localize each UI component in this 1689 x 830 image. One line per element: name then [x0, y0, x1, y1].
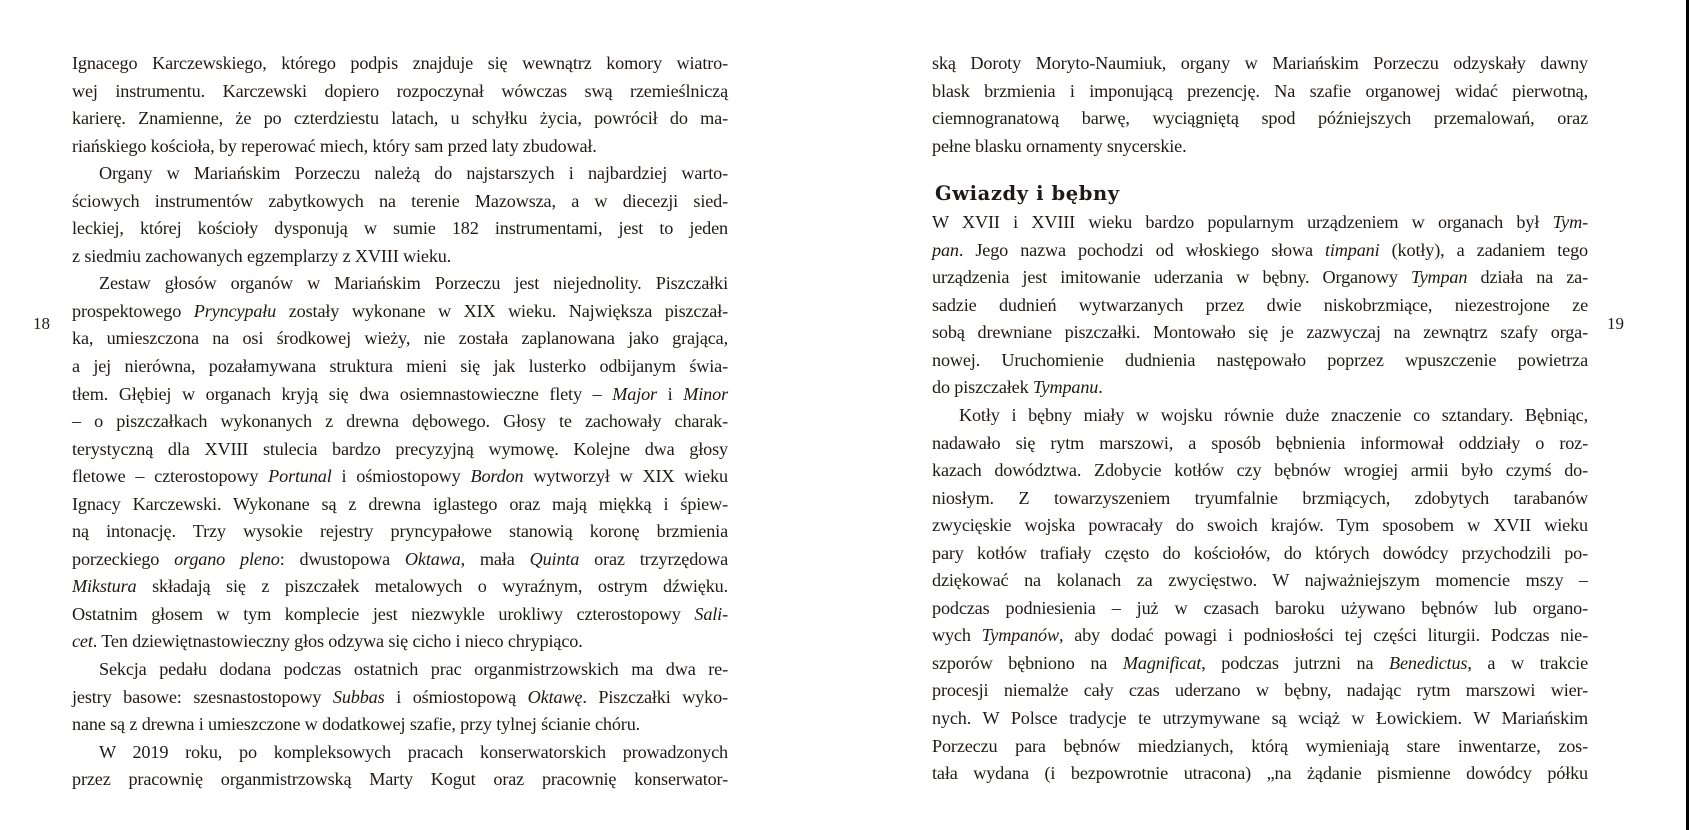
text-line: [932, 133, 1588, 161]
text-run: szporów bębniono na: [932, 652, 1123, 673]
italic-term: Minor: [683, 383, 729, 404]
text-run: i: [656, 383, 684, 404]
text-line: [72, 491, 728, 519]
text-line: [72, 628, 728, 656]
text-line: [72, 436, 728, 464]
text-line: [72, 325, 728, 353]
text-run: riańskiego kościoła, by reperować miech, który sam przed laty zbudował.: [72, 135, 597, 156]
text-run: nych. W Polsce tradycje te utrzymywane są wciąż w Łowickiem. W Mariańskim: [932, 708, 1588, 729]
text-run: i ośmiostopową: [384, 686, 528, 707]
text-run: . Piszczałki wyko-: [582, 686, 728, 707]
text-line: [932, 595, 1588, 623]
text-line: [932, 319, 1588, 347]
italic-term: organo pleno: [174, 548, 280, 569]
text-line: [932, 567, 1588, 595]
text-run: wych: [932, 625, 982, 646]
text-line: [932, 760, 1588, 788]
text-line: [932, 622, 1588, 650]
left-page-text: [72, 50, 728, 794]
text-line: [932, 512, 1588, 540]
text-run: przez pracownię organmistrzowską Marty Kogut oraz pracownię konserwator-: [72, 769, 728, 790]
text-line: [72, 463, 728, 491]
text-run: kazach dowództwa. Zdobycie kotłów czy bębnów wrogiej armii było czymś do-: [932, 460, 1588, 481]
text-run: . Ten dziewiętnastowieczny głos odzywa się cicho i nieco chrypiąco.: [92, 631, 583, 652]
text-line: [72, 160, 728, 188]
text-run: sadzie dudnień wytwarzanych przez dwie niskobrzmiące, niezestrojone ze: [932, 294, 1588, 315]
text-line: [72, 270, 728, 298]
text-run: , aby dodać powagi i podniosłości tej części liturgii. Podczas nie-: [1058, 625, 1588, 646]
text-line: [72, 766, 728, 794]
section-heading: Gwiazdy i bębny: [935, 182, 1120, 206]
text-run: nowej. Uruchomienie dudnienia następowało poprzez wpuszczenie powietrza: [932, 349, 1588, 370]
text-run: ka, umieszczona na osi środkowej wieży, nie została zaplanowana jako grająca,: [72, 328, 728, 349]
italic-term: cet: [72, 631, 93, 652]
text-run: Zestaw głosów organów w Mariańskim Porzeczu jest niejednolity. Piszczałki: [99, 273, 728, 294]
text-run: . Jego nazwa pochodzi od włoskiego słowa: [958, 239, 1325, 260]
text-run: wej instrumentu. Karczewski dopiero rozpoczynał wówczas swą rzemieślniczą: [72, 80, 728, 101]
text-line: [72, 684, 728, 712]
text-line: [932, 237, 1588, 265]
text-run: ściowych instrumentów zabytkowych na terenie Mazowsza, a w diecezji sied-: [72, 190, 728, 211]
text-run: Ignacego Karczewskiego, którego podpis znajduje się wewnątrz komory wiatro-: [72, 53, 728, 73]
text-line: [72, 381, 728, 409]
text-line: [72, 215, 728, 243]
italic-term: Quinta: [529, 548, 580, 569]
italic-term: Major: [612, 383, 657, 404]
text-line: [932, 209, 1588, 237]
text-line: [932, 264, 1588, 292]
text-line: [72, 105, 728, 133]
text-line: [932, 677, 1588, 705]
text-run: ciemnogranatową barwę, wyciągniętą spod późniejszych przemalowań, oraz: [932, 108, 1588, 129]
text-line: [72, 78, 728, 106]
italic-term: Mikstura: [72, 576, 137, 597]
text-run: nadawało się rytm marszowi, a sposób bębnienia informował oddziały o roz-: [932, 432, 1588, 453]
text-run: z siedmiu zachowanych egzemplarzy z XVIII wieku.: [72, 245, 452, 266]
text-line: [932, 292, 1588, 320]
text-line: [932, 430, 1588, 458]
text-line: [932, 485, 1588, 513]
text-line: [72, 408, 728, 436]
text-run: działa na za-: [1467, 267, 1588, 288]
text-line: [932, 50, 1588, 78]
text-run: terystyczną dla XVIII stulecia bardzo precyzyjną wymowę. Kolejne dwa głosy: [72, 438, 728, 459]
text-run: Organy w Mariańskim Porzeczu należą do najstarszych i najbardziej warto-: [99, 163, 728, 184]
text-run: składają się z piszczałek metalowych o wyraźnym, ostrym dźwięku.: [136, 576, 728, 597]
text-line: [932, 540, 1588, 568]
text-run: Sekcja pedału dodana podczas ostatnich prac organmistrzowskich ma dwa re-: [99, 659, 728, 680]
text-line: [72, 298, 728, 326]
text-run: karierę. Znamienne, że po czterdziestu latach, u schyłku życia, powrócił do ma-: [72, 108, 728, 129]
italic-term: Sali-: [694, 603, 728, 624]
italic-term: Tympanów: [981, 625, 1059, 646]
text-run: niosłym. Z towarzyszeniem tryumfalnie brzmiących, zdobytych tarabanów: [932, 487, 1588, 508]
page-number-left: 18: [33, 314, 50, 333]
page-number-right: 19: [1607, 314, 1624, 333]
text-run: podczas podniesienia – już w czasach baroku używano bębnów lub organo-: [932, 597, 1588, 618]
text-line: [72, 50, 728, 78]
text-run: (kotły), a zadaniem tego: [1379, 239, 1588, 260]
text-run: .: [1098, 377, 1103, 398]
text-line: [72, 188, 728, 216]
text-line: [932, 402, 1588, 430]
text-run: – o piszczałkach wykonanych z drewna dębowego. Głosy te zachowały charak-: [72, 411, 728, 432]
text-run: pełne blasku ornamenty snycerskie.: [932, 135, 1187, 156]
text-run: W 2019 roku, po kompleksowych pracach konserwatorskich prowadzonych: [99, 741, 728, 762]
text-line: [72, 656, 728, 684]
italic-term: pan: [932, 239, 959, 260]
text-run: wytworzył w XIX wieku: [523, 466, 728, 487]
text-line: [932, 347, 1588, 375]
text-run: jestry basowe: szesnastostopowy: [72, 686, 333, 707]
text-line: [72, 243, 728, 271]
right-page-body: [932, 209, 1588, 787]
text-run: pary kotłów trafiały często do kościołów, do których dowódcy przychodzili po-: [932, 542, 1588, 563]
section-spacer: [932, 160, 1588, 179]
text-run: dziękować na kolanach za zwycięstwo. W najważniejszym momencie mszy –: [932, 570, 1588, 591]
italic-term: Benedictus: [1389, 652, 1468, 673]
text-run: nane są z drewna i umieszczone w dodatkowej szafie, przy tylnej ścianie chóru.: [72, 714, 641, 735]
right-page-intro: [932, 50, 1588, 160]
text-run: zwycięskie wojska powracały do swoich krajów. Tym sposobem w XVII wieku: [932, 515, 1588, 536]
text-run: Ignacy Karczewski. Wykonane są z drewna iglastego oraz mają miękką i śpiew-: [72, 493, 728, 514]
italic-term: Tym-: [1552, 212, 1588, 233]
text-run: do piszczałek: [932, 377, 1033, 398]
text-line: [72, 739, 728, 767]
italic-term: Tympan: [1410, 267, 1468, 288]
text-run: Kotły i bębny miały w wojsku równie duże znaczenie co sztandary. Bębniąc,: [959, 405, 1588, 426]
text-run: urządzenia jest imitowanie uderzania w bębny. Organowy: [932, 267, 1411, 288]
italic-term: Tympanu: [1032, 377, 1099, 398]
text-line: [932, 705, 1588, 733]
italic-term: Subbas: [332, 686, 385, 707]
italic-term: Portunal: [268, 466, 332, 487]
text-line: [932, 733, 1588, 761]
text-line: [932, 374, 1588, 402]
italic-term: Bordon: [470, 466, 524, 487]
text-run: , mała: [460, 548, 530, 569]
text-line: [72, 711, 728, 739]
text-run: porzeckiego: [72, 548, 175, 569]
italic-term: Oktawę: [527, 686, 583, 707]
text-run: blask brzmienia i imponującą prezencję. Na szafie organowej widać pierwotną,: [932, 80, 1588, 101]
right-page-text: [932, 50, 1588, 788]
text-line: [932, 105, 1588, 133]
italic-term: Pryncypału: [193, 300, 277, 321]
text-line: [72, 353, 728, 381]
text-line: [932, 650, 1588, 678]
text-line: [932, 457, 1588, 485]
text-run: zostały wykonane w XIX wieku. Największa piszczał-: [276, 300, 729, 321]
text-run: i ośmiostopowy: [331, 466, 471, 487]
text-line: [72, 546, 728, 574]
italic-term: Magnificat: [1122, 652, 1202, 673]
text-run: leckiej, której kościoły dysponują w sumie 182 instrumentami, jest to jeden: [72, 218, 728, 239]
text-run: : dwustopowa: [279, 548, 405, 569]
italic-term: timpani: [1325, 239, 1380, 260]
text-line: [72, 573, 728, 601]
text-run: procesji niemalże cały czas uderzano w bębny, nadając rytm marszowi wier-: [932, 680, 1588, 701]
text-run: prospektowego: [72, 300, 194, 321]
italic-term: Oktawa: [404, 548, 461, 569]
text-line: [72, 518, 728, 546]
text-run: ną intonację. Trzy wysokie rejestry pryncypałowe stanowią koronę brzmienia: [72, 521, 728, 542]
text-run: , a w trakcie: [1467, 652, 1589, 673]
text-run: , podczas jutrzni na: [1201, 652, 1390, 673]
text-line: [932, 78, 1588, 106]
text-run: W XVII i XVIII wieku bardzo popularnym urządzeniem w organach był: [932, 212, 1553, 233]
text-run: fletowe – czterostopowy: [72, 466, 269, 487]
text-run: Ostatnim głosem w tym komplecie jest niezwykle urokliwy czterostopowy: [72, 603, 695, 624]
text-run: ską Doroty Moryto-Naumiuk, organy w Mariańskim Porzeczu odzyskały dawny: [932, 53, 1588, 73]
text-line: [72, 601, 728, 629]
text-run: a jej nierówna, pozałamywana struktura mieni się jak lusterko odbijanym świa-: [72, 356, 728, 377]
text-run: sobą drewniane piszczałki. Montowało się je zazwyczaj na zewnątrz szafy orga-: [932, 322, 1588, 343]
text-run: oraz trzyrzędowa: [579, 548, 729, 569]
text-line: [72, 133, 728, 161]
text-run: tłem. Głębiej w organach kryją się dwa osiemnastowieczne flety –: [72, 383, 613, 404]
text-run: Porzeczu para bębnów miedzianych, którą wymieniają stare inwentarze, zos-: [932, 735, 1588, 756]
text-run: tała wydana (i bezpowrotnie utracona) „na żądanie pismienne dowódcy półku: [932, 763, 1588, 784]
